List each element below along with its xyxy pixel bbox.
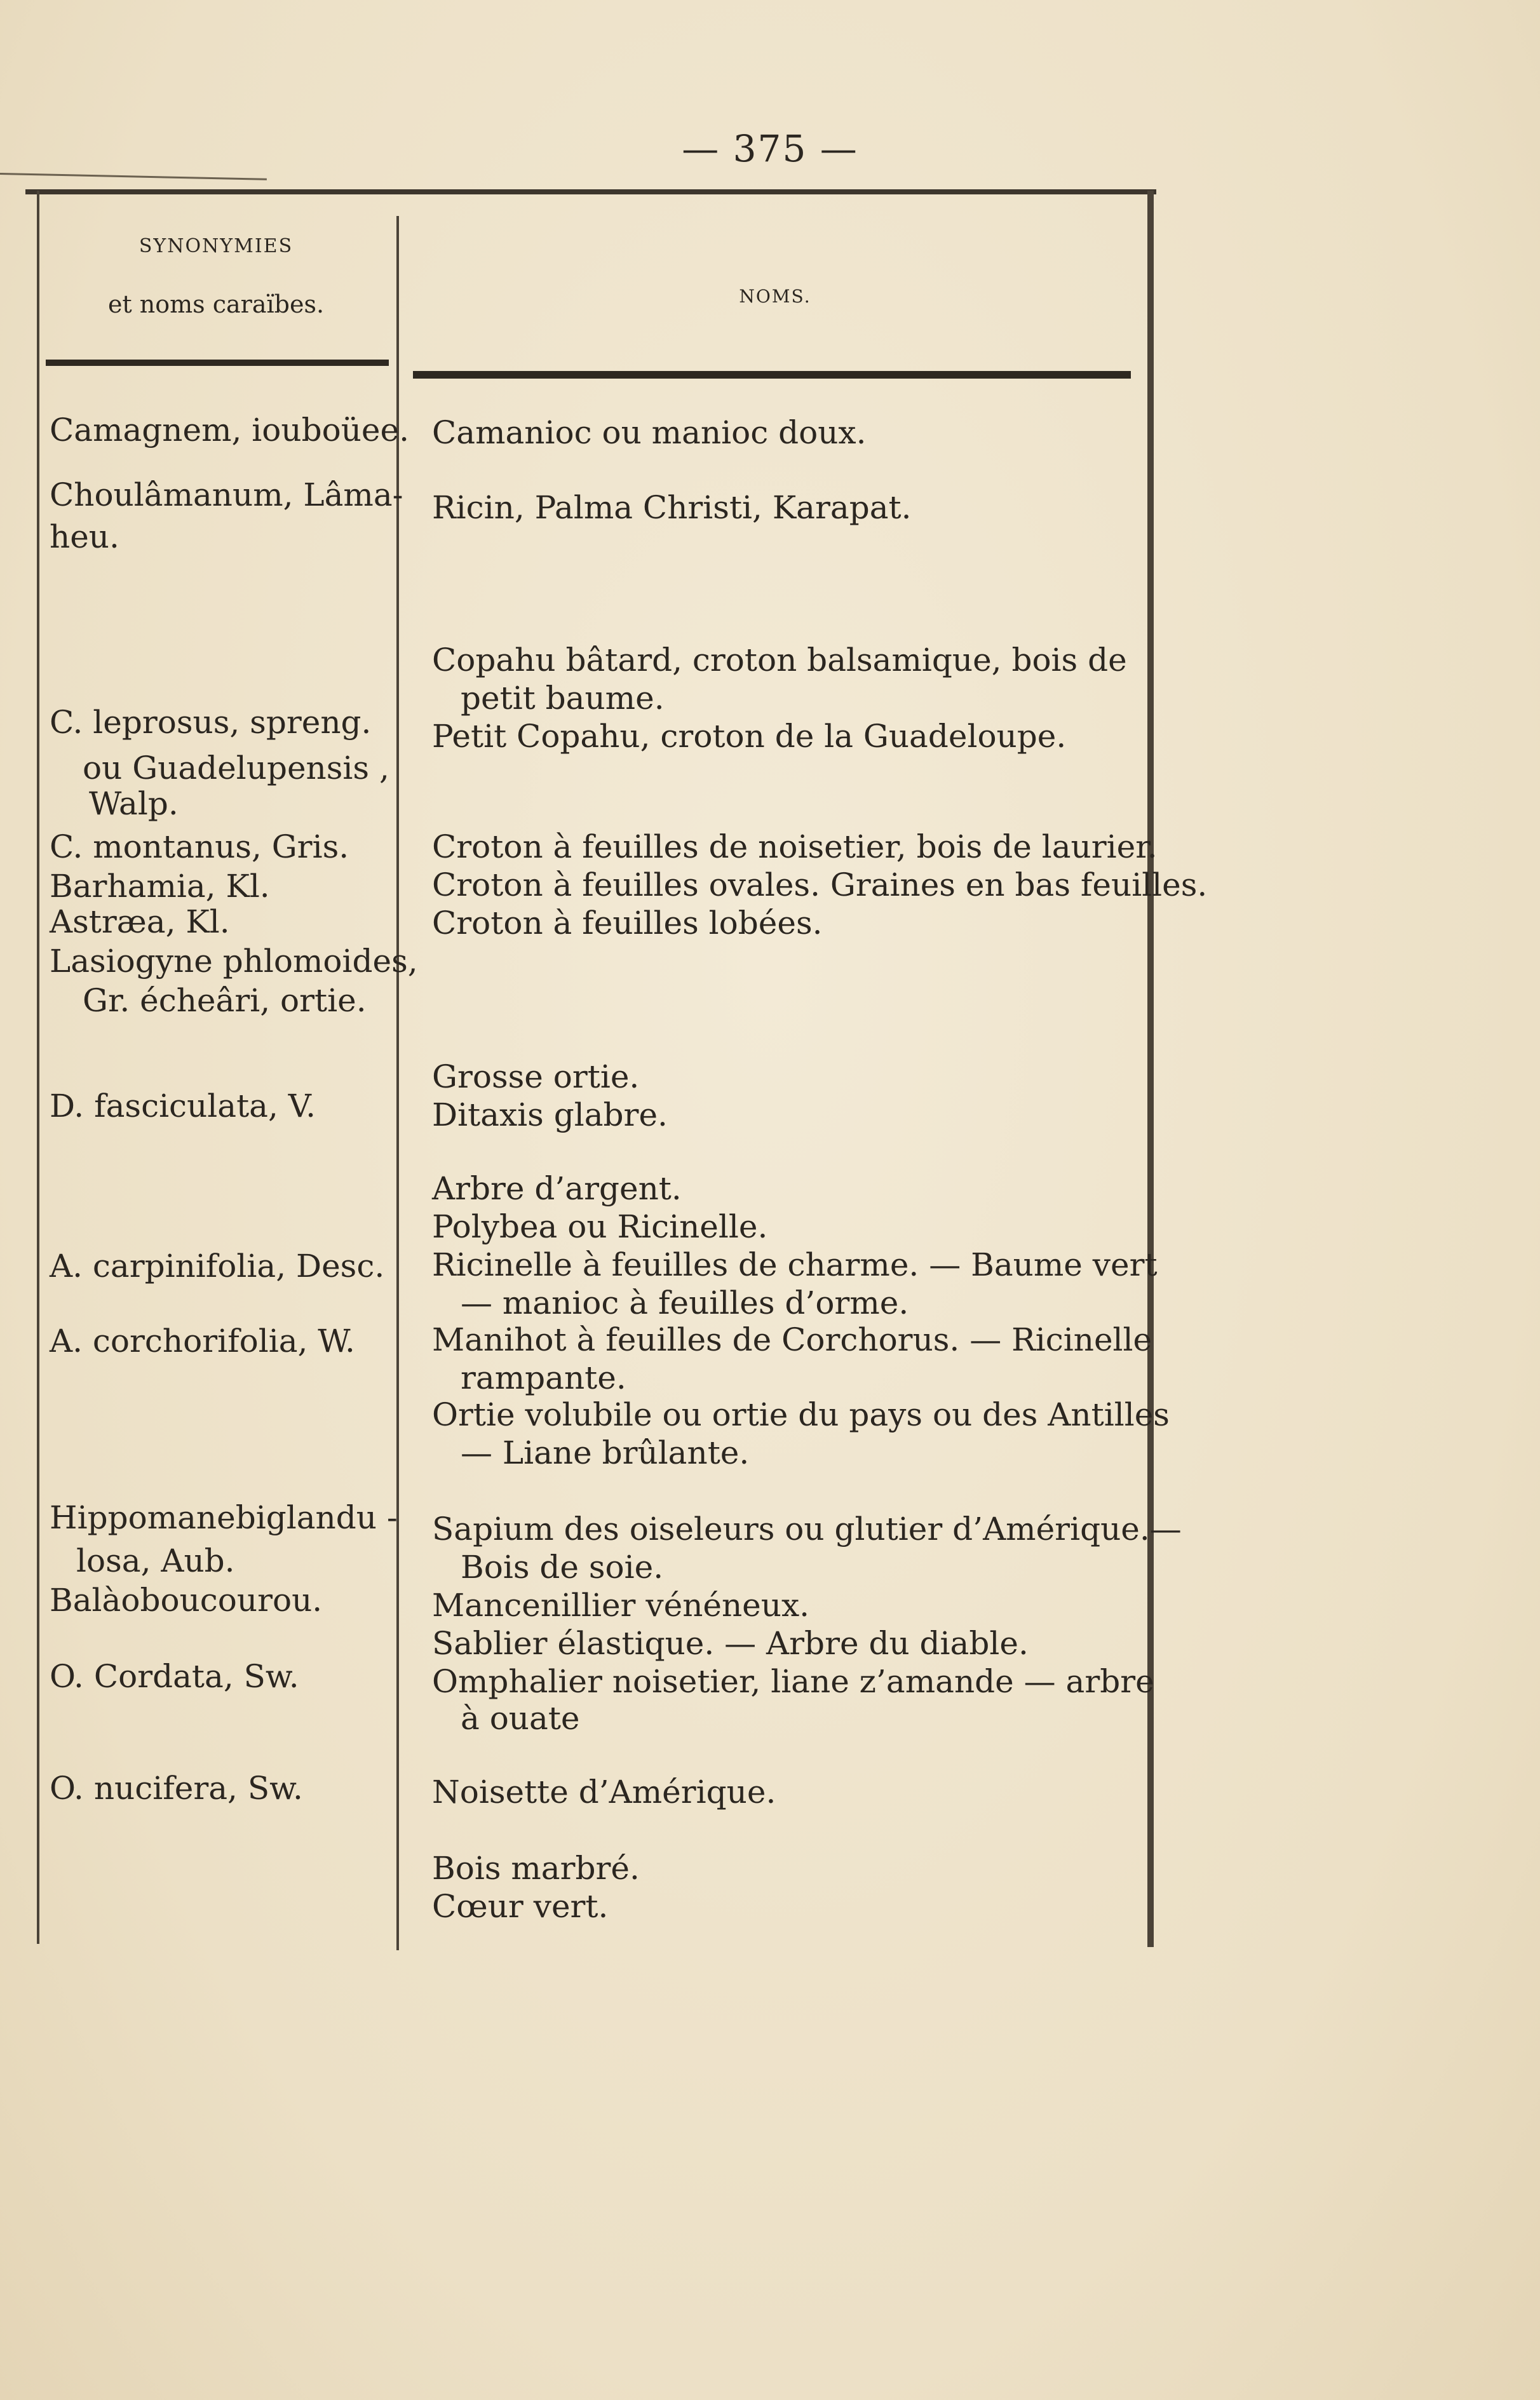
synonym-line: A. corchorifolia, W.	[50, 1323, 355, 1359]
name-line: rampante.	[461, 1359, 626, 1396]
synonym-line: Hippomanebiglandu -	[50, 1499, 398, 1536]
name-line: Grosse ortie.	[432, 1058, 640, 1095]
name-line: Croton à feuilles de noisetier, bois de laurier.	[432, 828, 1158, 865]
synonym-line: Astræa, Kl.	[50, 903, 230, 940]
synonym-line: C. leprosus, spreng.	[50, 704, 372, 741]
name-line: Ricinelle à feuilles de charme. — Baume vert	[432, 1246, 1158, 1283]
synonym-line: Gr. écheâri, ortie.	[83, 982, 367, 1019]
name-line: petit baume.	[461, 680, 665, 717]
name-line: Ricin, Palma Christi, Karapat.	[432, 489, 912, 526]
name-line: Bois marbré.	[432, 1850, 640, 1887]
name-line: Cœur vert.	[432, 1888, 609, 1925]
right-column-header: NOMS.	[739, 286, 811, 307]
synonym-line: O. nucifera, Sw.	[50, 1770, 303, 1807]
synonym-line: losa, Aub.	[76, 1542, 235, 1579]
name-line: Arbre d’argent.	[432, 1170, 682, 1207]
name-line: Omphalier noisetier, liane z’amande — arbre	[432, 1663, 1154, 1700]
synonym-line: Barhamia, Kl.	[50, 868, 270, 905]
header-synonymies: SYNONYMIES	[138, 235, 294, 257]
synonym-line: ou Guadelupensis ,	[83, 750, 389, 786]
top-rule-thin	[0, 173, 267, 180]
synonym-line: Choulâmanum, Lâma-	[50, 476, 403, 513]
name-line: Sapium des oiseleurs ou glutier d’Amérique.—	[432, 1511, 1182, 1547]
name-line: Noisette d’Amérique.	[432, 1774, 776, 1810]
name-line: Croton à feuilles ovales. Graines en bas feuilles.	[432, 866, 1208, 903]
name-line: Petit Copahu, croton de la Guadeloupe.	[432, 718, 1067, 755]
name-line: Polybea ou Ricinelle.	[432, 1208, 768, 1245]
left-border	[37, 191, 39, 1944]
header-rule-right	[413, 371, 1131, 379]
name-line: — Liane brûlante.	[461, 1434, 750, 1471]
synonym-line: A. carpinifolia, Desc.	[50, 1248, 385, 1284]
name-line: Copahu bâtard, croton balsamique, bois de	[432, 642, 1127, 678]
name-line: Sablier élastique. — Arbre du diable.	[432, 1625, 1029, 1662]
left-column-header	[44, 235, 388, 318]
name-line: Mancenillier vénéneux.	[432, 1587, 810, 1624]
synonym-line: heu.	[50, 518, 119, 555]
synonym-line: Lasiogyne phlomoides,	[50, 943, 418, 980]
header-noms-caraibes: et noms caraïbes.	[107, 290, 325, 318]
name-line: Bois de soie.	[461, 1549, 664, 1586]
name-line: Manihot à feuilles de Corchorus. — Ricinelle	[432, 1321, 1152, 1358]
name-line: Camanioc ou manioc doux.	[432, 414, 867, 451]
name-line: Croton à feuilles lobées.	[432, 905, 823, 941]
page-number: — 375 —	[682, 127, 858, 170]
synonym-line: Camagnem, iouboüee.	[50, 412, 409, 448]
synonym-line: Balàoboucourou.	[50, 1582, 323, 1619]
name-line: Ditaxis glabre.	[432, 1096, 668, 1133]
top-rule	[25, 189, 1156, 194]
synonym-line: C. montanus, Gris.	[50, 828, 349, 865]
synonym-line: D. fasciculata, V.	[50, 1088, 316, 1124]
name-line: — manioc à feuilles d’orme.	[461, 1284, 909, 1321]
synonym-line: Walp.	[89, 785, 179, 822]
synonym-line: O. Cordata, Sw.	[50, 1658, 299, 1695]
name-line: à ouate	[461, 1700, 580, 1737]
header-rule-left	[46, 360, 389, 366]
name-line: Ortie volubile ou ortie du pays ou des Antilles	[432, 1396, 1170, 1433]
